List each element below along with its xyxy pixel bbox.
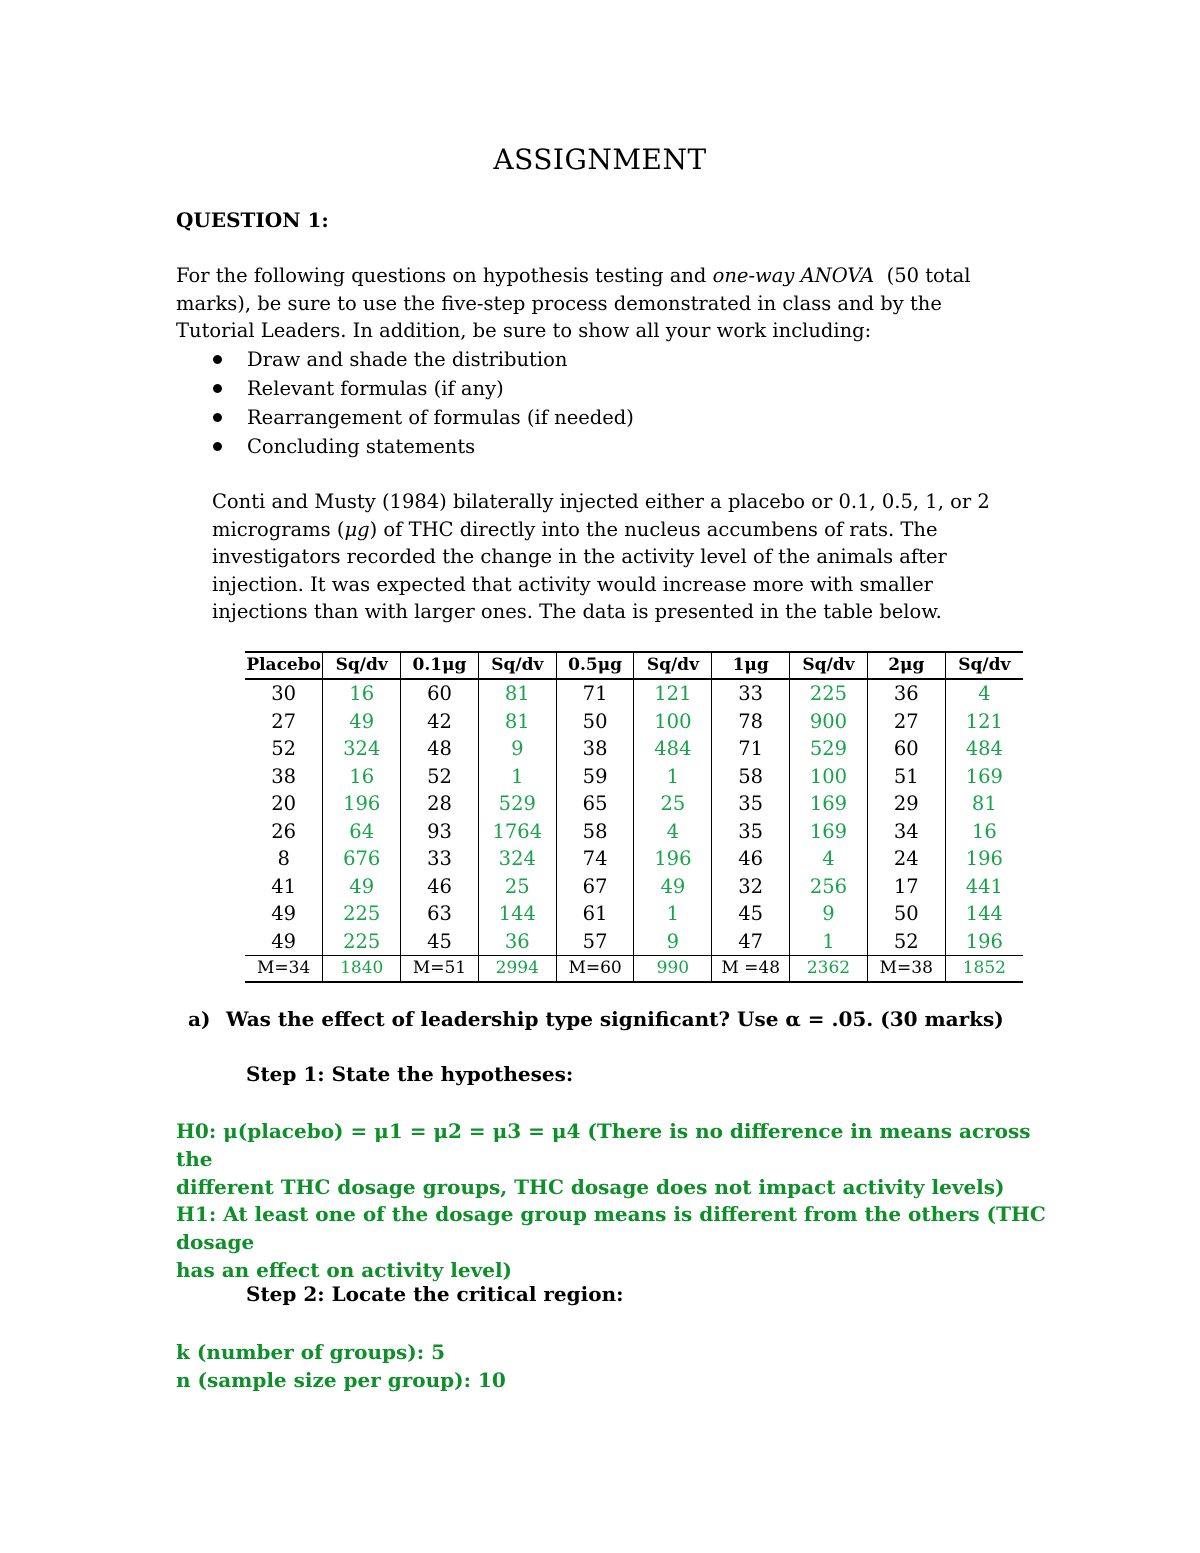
table-cell: 59 [556, 763, 634, 791]
bullet-icon [213, 413, 222, 422]
header-2ug: 2μg [867, 652, 945, 679]
table-cell: 144 [945, 900, 1023, 928]
table-cell: 256 [790, 873, 868, 901]
table-row [245, 818, 1023, 846]
part-a-question [188, 1007, 1004, 1031]
footer-cell: M=51 [401, 956, 479, 983]
table-cell: 225 [790, 679, 868, 708]
table-row [245, 873, 1023, 901]
table-cell: 63 [401, 900, 479, 928]
list-item-text: Draw and shade the distribution [247, 348, 568, 371]
table-cell: 4 [945, 679, 1023, 708]
table-cell: 67 [556, 873, 634, 901]
table-cell: 28 [401, 790, 479, 818]
table-cell: 196 [945, 928, 1023, 956]
footer-cell: M=34 [245, 956, 323, 983]
table-cell: 25 [478, 873, 556, 901]
list-item-text: Concluding statements [247, 435, 476, 458]
footer-cell: 1852 [945, 956, 1023, 983]
list-item-text: Rearrangement of formulas (if needed) [247, 406, 634, 429]
table-cell: 32 [712, 873, 790, 901]
table-cell: 26 [245, 818, 323, 846]
table-cell: 196 [634, 845, 712, 873]
table-row [245, 790, 1023, 818]
header-placebo: Placebo [245, 652, 323, 679]
question-heading: QUESTION 1: [176, 208, 329, 232]
study-line-5: injections than with larger ones. The data is presented in the table below. [212, 600, 942, 623]
table-cell: 49 [323, 708, 401, 736]
table-cell: 529 [790, 735, 868, 763]
footer-cell: 990 [634, 956, 712, 983]
alternative-hypothesis [176, 1200, 1046, 1284]
table-cell: 46 [712, 845, 790, 873]
table-row [245, 679, 1023, 708]
table-cell: 16 [945, 818, 1023, 846]
part-a-label: a) [188, 1007, 211, 1031]
table-cell: 9 [634, 928, 712, 956]
step-1-heading: Step 1: State the hypotheses: [246, 1062, 574, 1086]
table-cell: 38 [245, 763, 323, 791]
table-cell: 20 [245, 790, 323, 818]
footer-cell: M =48 [712, 956, 790, 983]
header-sqdv: Sq/dv [323, 652, 401, 679]
null-hypothesis-line-1: H0: μ(placebo) = μ1 = μ2 = μ3 = μ4 (There is no difference in means across the [176, 1119, 1031, 1171]
table-cell: 121 [945, 708, 1023, 736]
table-cell: 1 [634, 900, 712, 928]
study-line-2-suffix: ) of THC directly into the nucleus accumbens of rats. The [369, 517, 938, 541]
table-cell: 484 [634, 735, 712, 763]
table-cell: 81 [478, 708, 556, 736]
table-cell: 169 [945, 763, 1023, 791]
table-cell: 9 [478, 735, 556, 763]
table-cell: 49 [634, 873, 712, 901]
table-cell: 27 [867, 708, 945, 736]
table-cell: 49 [245, 900, 323, 928]
table-cell: 60 [867, 735, 945, 763]
table-cell: 441 [945, 873, 1023, 901]
table-cell: 50 [867, 900, 945, 928]
table-cell: 33 [401, 845, 479, 873]
microgram-symbol: μg [344, 517, 370, 541]
table-cell: 52 [401, 763, 479, 791]
footer-cell: 2362 [790, 956, 868, 983]
header-sqdv: Sq/dv [945, 652, 1023, 679]
footer-cell: M=60 [556, 956, 634, 983]
table-row [245, 928, 1023, 956]
list-item [176, 374, 634, 403]
study-line-1: Conti and Musty (1984) bilaterally injected either a placebo or 0.1, 0.5, 1, or 2 [212, 490, 990, 513]
table-cell: 45 [712, 900, 790, 928]
footer-cell: M=38 [867, 956, 945, 983]
table-cell: 4 [790, 845, 868, 873]
n-sample-line: n (sample size per group): 10 [176, 1368, 506, 1392]
table-cell: 74 [556, 845, 634, 873]
null-hypothesis [176, 1117, 1046, 1201]
table-cell: 50 [556, 708, 634, 736]
table-cell: 225 [323, 928, 401, 956]
table-cell: 4 [634, 818, 712, 846]
table-cell: 100 [790, 763, 868, 791]
table-cell: 81 [945, 790, 1023, 818]
table-cell: 16 [323, 763, 401, 791]
bullet-icon [213, 355, 222, 364]
intro-line-3: Tutorial Leaders. In addition, be sure to show all your work including: [176, 319, 872, 342]
table-cell: 25 [634, 790, 712, 818]
table-cell: 27 [245, 708, 323, 736]
table-cell: 47 [712, 928, 790, 956]
table-cell: 49 [245, 928, 323, 956]
study-description [212, 488, 1012, 626]
table-cell: 30 [245, 679, 323, 708]
part-a-text: Was the effect of leadership type significant? Use α = .05. (30 marks) [226, 1007, 1004, 1031]
table-row [245, 708, 1023, 736]
list-item [176, 345, 634, 374]
footer-cell: 1840 [323, 956, 401, 983]
table-cell: 1 [478, 763, 556, 791]
table-cell: 169 [790, 818, 868, 846]
table-cell: 57 [556, 928, 634, 956]
study-line-3: investigators recorded the change in the activity level of the animals after [212, 545, 947, 568]
bullet-icon [213, 442, 222, 451]
table-row [245, 763, 1023, 791]
table-cell: 9 [790, 900, 868, 928]
bullet-icon [213, 384, 222, 393]
data-table [245, 651, 1023, 983]
step-2-heading: Step 2: Locate the critical region: [246, 1282, 624, 1306]
table-cell: 41 [245, 873, 323, 901]
table-cell: 324 [478, 845, 556, 873]
table-cell: 78 [712, 708, 790, 736]
table-cell: 34 [867, 818, 945, 846]
table-cell: 52 [245, 735, 323, 763]
header-sqdv: Sq/dv [790, 652, 868, 679]
table-cell: 93 [401, 818, 479, 846]
table-cell: 225 [323, 900, 401, 928]
header-0-1ug: 0.1μg [401, 652, 479, 679]
table-cell: 52 [867, 928, 945, 956]
table-cell: 61 [556, 900, 634, 928]
table-cell: 24 [867, 845, 945, 873]
intro-line-1-prefix: For the following questions on hypothesis testing and [176, 264, 713, 287]
group-parameters [176, 1338, 1046, 1394]
table-cell: 100 [634, 708, 712, 736]
alternative-hypothesis-line-2: has an effect on activity level) [176, 1258, 513, 1282]
table-cell: 36 [478, 928, 556, 956]
table-cell: 1 [790, 928, 868, 956]
header-0-5ug: 0.5μg [556, 652, 634, 679]
table-cell: 196 [945, 845, 1023, 873]
table-cell: 33 [712, 679, 790, 708]
table-cell: 51 [867, 763, 945, 791]
list-item-text: Relevant formulas (if any) [247, 377, 504, 400]
intro-paragraph [176, 262, 1036, 345]
intro-line-2: marks), be sure to use the five-step process demonstrated in class and by the [176, 291, 942, 315]
study-line-2-prefix: micrograms ( [212, 517, 345, 541]
table-cell: 60 [401, 679, 479, 708]
alternative-hypothesis-line-1: H1: At least one of the dosage group means is different from the others (THC dosage [176, 1202, 1046, 1254]
table-cell: 529 [478, 790, 556, 818]
table-cell: 58 [556, 818, 634, 846]
header-sqdv: Sq/dv [634, 652, 712, 679]
table-cell: 900 [790, 708, 868, 736]
table-cell: 36 [867, 679, 945, 708]
table-cell: 121 [634, 679, 712, 708]
table-cell: 324 [323, 735, 401, 763]
list-item [176, 432, 634, 461]
table-cell: 48 [401, 735, 479, 763]
k-groups-line: k (number of groups): 5 [176, 1340, 446, 1364]
table-cell: 169 [790, 790, 868, 818]
table-cell: 8 [245, 845, 323, 873]
header-1ug: 1μg [712, 652, 790, 679]
table-row [245, 845, 1023, 873]
table-cell: 1 [634, 763, 712, 791]
table-cell: 64 [323, 818, 401, 846]
list-item [176, 403, 634, 432]
study-line-2 [212, 516, 1012, 544]
table-cell: 38 [556, 735, 634, 763]
table-cell: 58 [712, 763, 790, 791]
header-sqdv: Sq/dv [478, 652, 556, 679]
table-cell: 29 [867, 790, 945, 818]
table-cell: 65 [556, 790, 634, 818]
table-cell: 1764 [478, 818, 556, 846]
intro-anova-term: one-way ANOVA [712, 264, 875, 287]
intro-line-1 [176, 262, 1036, 290]
table-cell: 676 [323, 845, 401, 873]
table-cell: 35 [712, 790, 790, 818]
table-cell: 71 [712, 735, 790, 763]
table-footer-row [245, 956, 1023, 983]
table-cell: 49 [323, 873, 401, 901]
intro-line-1-suffix: (50 total [874, 264, 971, 287]
footer-cell: 2994 [478, 956, 556, 983]
table-cell: 17 [867, 873, 945, 901]
page-title: ASSIGNMENT [493, 143, 707, 176]
table-cell: 144 [478, 900, 556, 928]
table-cell: 484 [945, 735, 1023, 763]
table-cell: 45 [401, 928, 479, 956]
table-cell: 35 [712, 818, 790, 846]
table-cell: 42 [401, 708, 479, 736]
study-line-4: injection. It was expected that activity would increase more with smaller [212, 572, 933, 596]
table-row [245, 900, 1023, 928]
table-row [245, 735, 1023, 763]
table-cell: 46 [401, 873, 479, 901]
table-cell: 71 [556, 679, 634, 708]
table-cell: 81 [478, 679, 556, 708]
table-header-row [245, 652, 1023, 679]
table-cell: 196 [323, 790, 401, 818]
requirements-list [176, 345, 634, 461]
table-cell: 16 [323, 679, 401, 708]
null-hypothesis-line-2: different THC dosage groups, THC dosage does not impact activity levels) [176, 1175, 1005, 1199]
